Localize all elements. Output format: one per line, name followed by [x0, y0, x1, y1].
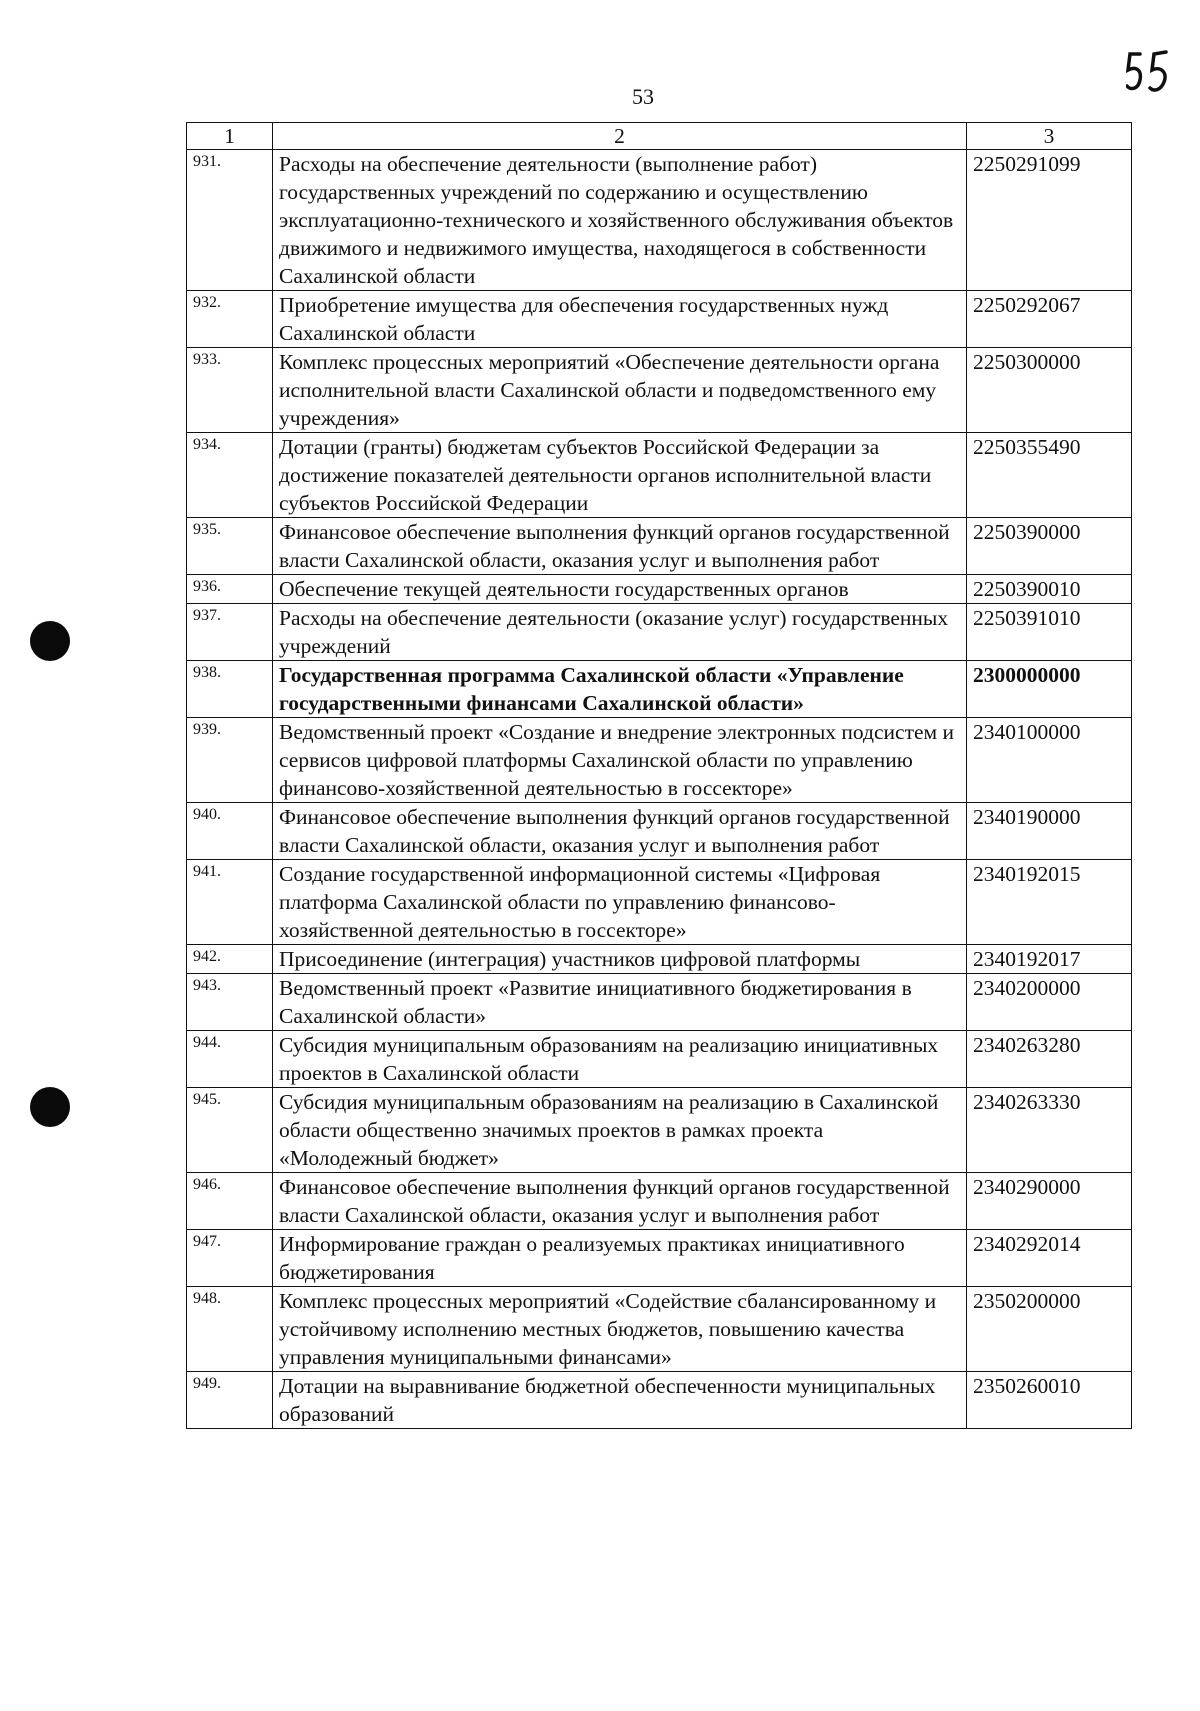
row-number-cell: 941. [187, 860, 273, 945]
table-row [187, 860, 1132, 945]
row-code-cell: 2350260010 [967, 1372, 1132, 1429]
table-row [187, 1173, 1132, 1230]
page-number: 53 [632, 84, 654, 109]
table-header-row [187, 123, 1132, 150]
row-description-cell: Обеспечение текущей деятельности государственных органов [273, 575, 967, 604]
table-row [187, 1031, 1132, 1088]
row-number-cell: 939. [187, 718, 273, 803]
row-description-cell: Дотации на выравнивание бюджетной обеспеченности муниципальных образований [273, 1372, 967, 1429]
row-description-cell: Расходы на обеспечение деятельности (выполнение работ) государственных учреждений по содержанию и осуществлению эксплуатационно-технического и хозяйственного обслуживания объектов движимого и недвижимого имущества, находящегося в собственности Сахалинской области [273, 150, 967, 291]
row-code-cell: 2340200000 [967, 974, 1132, 1031]
table-row [187, 150, 1132, 291]
row-number-cell: 932. [187, 291, 273, 348]
row-description-cell: Государственная программа Сахалинской области «Управление государственными финансами Сахалинской области» [273, 661, 967, 718]
table-row [187, 518, 1132, 575]
row-number-cell: 938. [187, 661, 273, 718]
row-number-cell: 943. [187, 974, 273, 1031]
row-description-cell: Информирование граждан о реализуемых практиках инициативного бюджетирования [273, 1230, 967, 1287]
table-row [187, 291, 1132, 348]
table-row [187, 604, 1132, 661]
table-row [187, 974, 1132, 1031]
row-number-cell: 931. [187, 150, 273, 291]
punch-hole [30, 621, 70, 661]
row-description-cell: Финансовое обеспечение выполнения функций органов государственной власти Сахалинской области, оказания услуг и выполнения работ [273, 518, 967, 575]
row-code-cell: 2250355490 [967, 433, 1132, 518]
row-code-cell: 2250391010 [967, 604, 1132, 661]
row-code-cell: 2340192015 [967, 860, 1132, 945]
handwritten-page-mark [1126, 48, 1176, 98]
table-row [187, 803, 1132, 860]
table-row [187, 718, 1132, 803]
row-number-cell: 937. [187, 604, 273, 661]
row-code-cell: 2340292014 [967, 1230, 1132, 1287]
table-row [187, 1230, 1132, 1287]
row-number-cell: 948. [187, 1287, 273, 1372]
row-code-cell: 2340190000 [967, 803, 1132, 860]
row-number-cell: 949. [187, 1372, 273, 1429]
row-description-cell: Дотации (гранты) бюджетам субъектов Российской Федерации за достижение показателей деятельности органов исполнительной власти субъектов Российской Федерации [273, 433, 967, 518]
row-number-cell: 936. [187, 575, 273, 604]
column-header-1: 1 [187, 123, 273, 150]
table-row [187, 945, 1132, 974]
table-row [187, 433, 1132, 518]
row-description-cell: Комплекс процессных мероприятий «Содействие сбалансированному и устойчивому исполнению местных бюджетов, повышению качества управления муниципальными финансами» [273, 1287, 967, 1372]
column-header-3: 3 [967, 123, 1132, 150]
row-code-cell: 2250292067 [967, 291, 1132, 348]
budget-classification-table [186, 122, 1132, 1429]
row-number-cell: 942. [187, 945, 273, 974]
row-code-cell: 2340263280 [967, 1031, 1132, 1088]
table-body [187, 150, 1132, 1429]
row-description-cell: Приобретение имущества для обеспечения государственных нужд Сахалинской области [273, 291, 967, 348]
row-code-cell: 2300000000 [967, 661, 1132, 718]
table-row [187, 575, 1132, 604]
row-code-cell: 2350200000 [967, 1287, 1132, 1372]
row-description-cell: Комплекс процессных мероприятий «Обеспечение деятельности органа исполнительной власти Сахалинской области и подведомственного ему учреждения» [273, 348, 967, 433]
row-code-cell: 2250300000 [967, 348, 1132, 433]
row-code-cell: 2250390010 [967, 575, 1132, 604]
row-description-cell: Присоединение (интеграция) участников цифровой платформы [273, 945, 967, 974]
table-row [187, 1287, 1132, 1372]
row-number-cell: 947. [187, 1230, 273, 1287]
row-code-cell: 2250390000 [967, 518, 1132, 575]
row-description-cell: Ведомственный проект «Создание и внедрение электронных подсистем и сервисов цифровой платформы Сахалинской области по управлению финансово-хозяйственной деятельностью в госсекторе» [273, 718, 967, 803]
row-number-cell: 933. [187, 348, 273, 433]
table-row [187, 348, 1132, 433]
row-code-cell: 2340192017 [967, 945, 1132, 974]
row-description-cell: Финансовое обеспечение выполнения функций органов государственной власти Сахалинской области, оказания услуг и выполнения работ [273, 803, 967, 860]
row-number-cell: 944. [187, 1031, 273, 1088]
row-number-cell: 940. [187, 803, 273, 860]
table-row [187, 1088, 1132, 1173]
row-number-cell: 946. [187, 1173, 273, 1230]
row-number-cell: 935. [187, 518, 273, 575]
row-number-cell: 945. [187, 1088, 273, 1173]
row-description-cell: Субсидия муниципальным образованиям на реализацию в Сахалинской области общественно значимых проектов в рамках проекта «Молодежный бюджет» [273, 1088, 967, 1173]
table-row [187, 661, 1132, 718]
row-code-cell: 2340100000 [967, 718, 1132, 803]
row-description-cell: Расходы на обеспечение деятельности (оказание услуг) государственных учреждений [273, 604, 967, 661]
row-code-cell: 2340263330 [967, 1088, 1132, 1173]
punch-hole [30, 1087, 70, 1127]
row-description-cell: Ведомственный проект «Развитие инициативного бюджетирования в Сахалинской области» [273, 974, 967, 1031]
row-description-cell: Субсидия муниципальным образованиям на реализацию инициативных проектов в Сахалинской области [273, 1031, 967, 1088]
table-row [187, 1372, 1132, 1429]
row-description-cell: Финансовое обеспечение выполнения функций органов государственной власти Сахалинской области, оказания услуг и выполнения работ [273, 1173, 967, 1230]
column-header-2: 2 [273, 123, 967, 150]
row-number-cell: 934. [187, 433, 273, 518]
row-code-cell: 2250291099 [967, 150, 1132, 291]
row-code-cell: 2340290000 [967, 1173, 1132, 1230]
row-description-cell: Создание государственной информационной системы «Цифровая платформа Сахалинской области по управлению финансово-хозяйственной деятельностью в госсекторе» [273, 860, 967, 945]
